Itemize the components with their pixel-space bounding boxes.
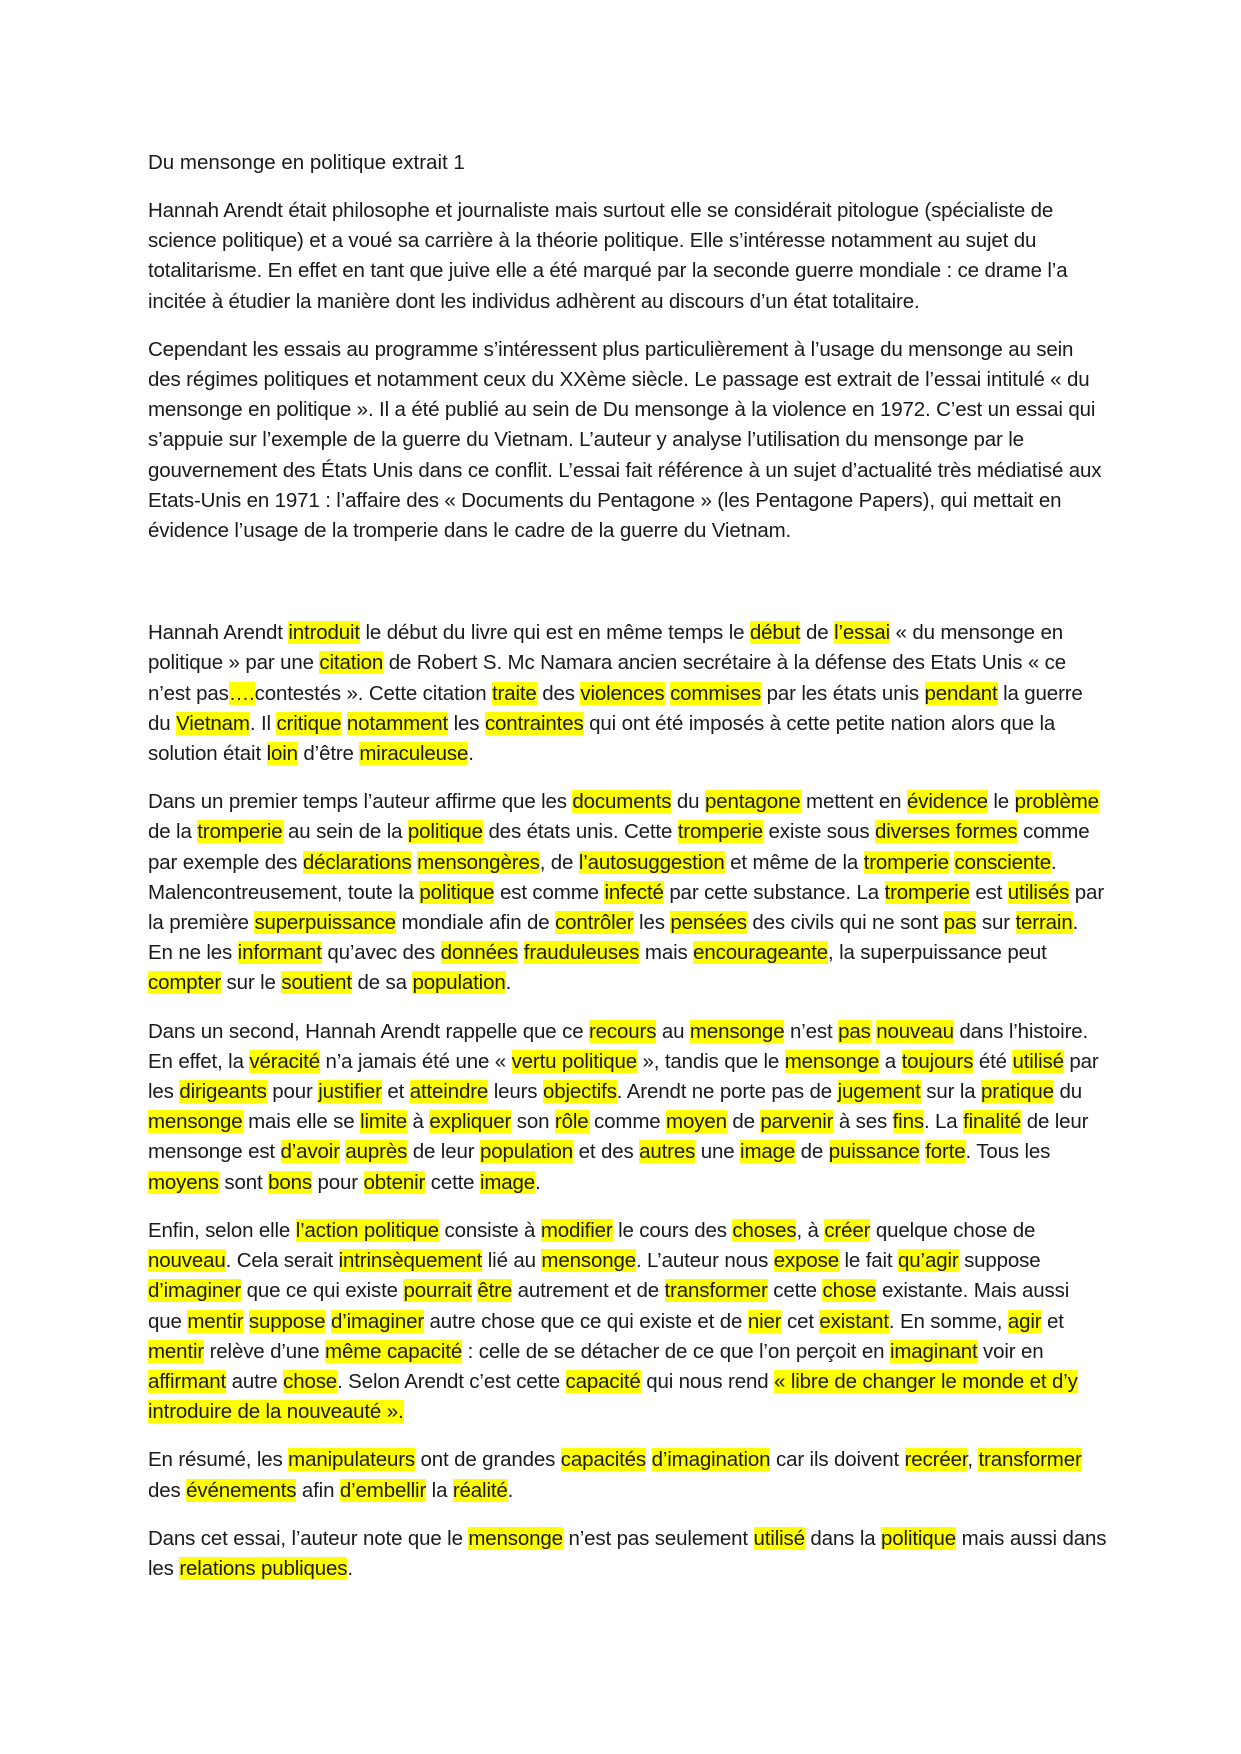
highlighted-text: rôle (554, 1110, 589, 1134)
highlighted-text: événements (186, 1478, 297, 1502)
highlighted-text: atteindre (409, 1080, 489, 1104)
highlighted-text: pensées (670, 911, 747, 935)
highlighted-text: expose (773, 1249, 839, 1273)
highlighted-text: mensonge (148, 1110, 243, 1134)
highlighted-text: utilisés (1007, 880, 1070, 904)
highlighted-text: jugement (837, 1080, 921, 1104)
highlighted-text: citation (319, 651, 384, 675)
paragraph-analysis-2: Dans un premier temps l’auteur affirme que les documents du pentagone mettent en évidence le problème de la tromperie au sein de la politique des états unis. Cette tromperie existe sous diverses formes comme par exemple des déclarations mensongères, de l’autosuggestion et même de la tromperie consciente. Malencontreusement, toute la politique est comme infecté par cette substance. La tromperie est utilisés par la première superpuissance mondiale afin de contrôler les pensées des civils qui ne sont pas sur terrain. En ne les informant qu’avec des données frauduleuses mais encourageante, la superpuissance peut compter sur le soutient de sa population. (148, 790, 1104, 995)
highlighted-text: infecté (604, 880, 664, 904)
highlighted-text: tromperie (197, 820, 283, 844)
highlighted-text: début (749, 621, 801, 645)
highlighted-text: mensonge (468, 1526, 563, 1550)
highlighted-text: utilisé (1012, 1049, 1064, 1073)
highlighted-text: tromperie (884, 880, 970, 904)
highlighted-text: dirigeants (179, 1080, 267, 1104)
highlighted-text: autres (639, 1140, 696, 1164)
highlighted-text: choses (732, 1218, 797, 1242)
highlighted-text: modifier (540, 1218, 613, 1242)
highlighted-text: vertu politique (511, 1049, 637, 1073)
highlighted-text: fins (892, 1110, 924, 1134)
highlighted-text: transformer (978, 1448, 1082, 1472)
highlighted-text: moyen (666, 1110, 727, 1134)
highlighted-text: d’embellir (339, 1478, 427, 1502)
highlighted-text: finalité (963, 1110, 1022, 1134)
highlighted-text: bons (268, 1170, 312, 1194)
highlighted-text: données (440, 941, 519, 965)
highlighted-text: notamment (346, 711, 449, 735)
document-page (148, 148, 1108, 1602)
highlighted-text: pratique (981, 1080, 1054, 1104)
highlighted-text: d’imaginer (148, 1279, 242, 1303)
highlighted-text: agir (1007, 1309, 1042, 1333)
highlighted-text: …. (228, 681, 255, 705)
highlighted-text: justifier (318, 1080, 382, 1104)
highlighted-text: tromperie (677, 820, 763, 844)
highlighted-text: pentagone (704, 790, 801, 814)
highlighted-text: superpuissance (254, 911, 396, 935)
highlighted-text: mensonge (784, 1049, 880, 1073)
highlighted-text: forte (925, 1140, 966, 1164)
highlighted-text: contrôler (555, 911, 634, 935)
paragraph-intro-1: Hannah Arendt était philosophe et journaliste mais surtout elle se considérait pitologue (spécialiste de science politique) et a voué sa carrière à la théorie politique. Elle s’intéresse notamment au sujet du totalitarisme. En effet en tant que juive elle a été marqué par la seconde guerre mondiale : ce drame l’a incitée à étudier la manière dont les individus adhèrent au discours d’un état totalitaire. (148, 199, 1068, 313)
paragraph-analysis-3: Dans un second, Hannah Arendt rappelle que ce recours au mensonge n’est pas nouveau dans l’histoire. En effet, la véracité n’a jamais été une « vertu politique », tandis que le mensonge a toujours été utilisé par les dirigeants pour justifier et atteindre leurs objectifs. Arendt ne porte pas de jugement sur la pratique du mensonge mais elle se limite à expliquer son rôle comme moyen de parvenir à ses fins. La finalité de leur mensonge est d’avoir auprès de leur population et des autres une image de puissance forte. Tous les moyens sont bons pour obtenir cette image. (148, 1019, 1099, 1194)
highlighted-text: tromperie (863, 850, 949, 874)
highlighted-text: soutient (281, 971, 352, 995)
highlighted-text: manipulateurs (288, 1448, 415, 1472)
paragraph-analysis-4: Enfin, selon elle l’action politique consiste à modifier le cours des choses, à créer quelque chose de nouveau. Cela serait intrinsèquement lié au mensonge. L’auteur nous expose le fait qu’agir suppose d’imaginer que ce qui existe pourrait être autrement et de transformer cette chose existante. Mais aussi que mentir suppose d’imaginer autre chose que ce qui existe et de nier cet existant. En somme, agir et mentir relève d’une même capacité : celle de se détacher de ce que l’on perçoit en imaginant voir en affirmant autre chose. Selon Arendt c’est cette capacité qui nous rend « libre de changer le monde et d’y introduire de la nouveauté ». (148, 1218, 1078, 1424)
highlighted-text: obtenir (363, 1170, 426, 1194)
highlighted-text: être (477, 1279, 513, 1303)
highlighted-text: miraculeuse (359, 742, 469, 766)
highlighted-text: Vietnam (176, 711, 250, 735)
highlighted-text: image (740, 1140, 796, 1164)
highlighted-text: violences (580, 681, 665, 705)
highlighted-text: contraintes (484, 711, 584, 735)
highlighted-text: documents (572, 790, 672, 814)
paragraph-intro-2: Cependant les essais au programme s’intéressent plus particulièrement à l’usage du mensonge au sein des régimes politiques et notamment ceux du XXème siècle. Le passage est extrait de l’essai intitulé « du mensonge en politique ». Il a été publié au sein de Du mensonge à la violence en 1972. C’est un essai qui s’appuie sur l’exemple de la guerre du Vietnam. L’auteur y analyse l’utilisation du mensonge par le gouvernement des États Unis dans ce conflit. L’essai fait référence à un sujet d’actualité très médiatisé aux Etats-Unis en 1971 : l’affaire des « Documents du Pentagone » (les Pentagone Papers), qui mettait en évidence l’usage de la tromperie dans le cadre de la guerre du Vietnam. (148, 337, 1102, 543)
highlighted-text: l’essai (834, 621, 890, 645)
highlighted-text: expliquer (429, 1110, 512, 1134)
highlighted-text: diverses formes (875, 820, 1018, 844)
highlighted-text: utilisé (753, 1526, 805, 1550)
highlighted-text: terrain (1015, 911, 1073, 935)
highlighted-text: affirmant (148, 1369, 227, 1393)
highlighted-text: chose (822, 1279, 877, 1303)
highlighted-text: mensonge (541, 1249, 636, 1273)
highlighted-text: intrinsèquement (338, 1249, 483, 1273)
paragraph-summary: En résumé, les manipulateurs ont de grandes capacités d’imagination car ils doivent recréer, transformer des événements afin d’embellir la réalité. (148, 1448, 1082, 1502)
highlighted-text: consciente (954, 850, 1051, 874)
highlighted-text: traite (492, 681, 537, 705)
highlighted-text: recours (589, 1019, 657, 1043)
highlighted-text: d’imaginer (330, 1309, 425, 1333)
highlighted-text: parvenir (760, 1110, 834, 1134)
section-spacer (148, 564, 1108, 618)
document-title: Du mensonge en politique extrait 1 (148, 151, 465, 174)
highlighted-text: toujours (901, 1049, 974, 1073)
highlighted-text: puissance (828, 1140, 920, 1164)
highlighted-text: pas (943, 911, 977, 935)
highlighted-text: informant (237, 941, 322, 965)
paragraph-analysis-1: Hannah Arendt introduit le début du livre qui est en même temps le début de l’essai « du mensonge en politique » par une citation de Robert S. Mc Namara ancien secrétaire à la défense des Etats Unis « ce n’est pas….contestés ». Cette citation traite des violences commises par les états unis pendant la guerre du Vietnam. Il critique notamment les contraintes qui ont été imposés à cette petite nation alors que la solution était loin d’être miraculeuse. (148, 621, 1083, 766)
highlighted-text: imaginant (889, 1339, 978, 1363)
highlighted-text: d’imagination (651, 1448, 771, 1472)
highlighted-text: compter (148, 971, 222, 995)
paragraph-conclusion: Dans cet essai, l’auteur note que le mensonge n’est pas seulement utilisé dans la politique mais aussi dans les relations publiques. (148, 1526, 1107, 1580)
highlighted-text: mensongères (417, 850, 540, 874)
highlighted-text: existant (819, 1309, 889, 1333)
highlighted-text: l’action politique (295, 1218, 439, 1242)
highlighted-text: véracité (249, 1049, 320, 1073)
highlighted-text: mensonge (689, 1019, 785, 1043)
highlighted-text: problème (1014, 790, 1099, 814)
highlighted-text: critique (276, 711, 342, 735)
highlighted-text: introduit (288, 621, 360, 645)
highlighted-text: transformer (664, 1279, 768, 1303)
highlighted-text: limite (360, 1110, 408, 1134)
highlighted-text: frauduleuses (523, 941, 640, 965)
highlighted-text: moyens (148, 1170, 219, 1194)
highlighted-text: mentir (187, 1309, 244, 1333)
highlighted-text: qu’agir (898, 1249, 959, 1273)
highlighted-text: d’avoir (280, 1140, 340, 1164)
highlighted-text: chose (283, 1369, 338, 1393)
highlighted-text: nouveau (876, 1019, 954, 1043)
highlighted-text: nier (747, 1309, 782, 1333)
highlighted-text: population (412, 971, 506, 995)
highlighted-text: politique (419, 880, 495, 904)
highlighted-text: capacités (560, 1448, 647, 1472)
highlighted-text: nouveau (148, 1249, 226, 1273)
highlighted-text: objectifs (542, 1080, 617, 1104)
highlighted-text: politique (407, 820, 483, 844)
highlighted-text: mentir (148, 1339, 205, 1363)
highlighted-text: recréer (904, 1448, 968, 1472)
highlighted-text: pas (838, 1019, 871, 1043)
highlighted-text: image (479, 1170, 536, 1194)
highlighted-text: capacité (565, 1369, 641, 1393)
highlighted-text: pourrait (403, 1279, 472, 1303)
highlighted-text: créer (824, 1218, 871, 1242)
highlighted-text: commises (670, 681, 762, 705)
highlighted-text: auprès (345, 1140, 408, 1164)
highlighted-text: relations publiques (179, 1556, 348, 1580)
highlighted-text: loin (266, 742, 298, 766)
highlighted-text: encourageante (693, 941, 829, 965)
highlighted-text: « libre de changer le monde et d’y introduire de la nouveauté ». (148, 1369, 1078, 1424)
highlighted-text: l’autosuggestion (578, 850, 725, 874)
highlighted-text: évidence (906, 790, 988, 814)
highlighted-text: même capacité (325, 1339, 463, 1363)
highlighted-text: déclarations (302, 850, 412, 874)
highlighted-text: réalité (452, 1478, 508, 1502)
highlighted-text: politique (881, 1526, 957, 1550)
highlighted-text: pendant (924, 681, 998, 705)
highlighted-text: suppose (248, 1309, 326, 1333)
highlighted-text: population (479, 1140, 574, 1164)
